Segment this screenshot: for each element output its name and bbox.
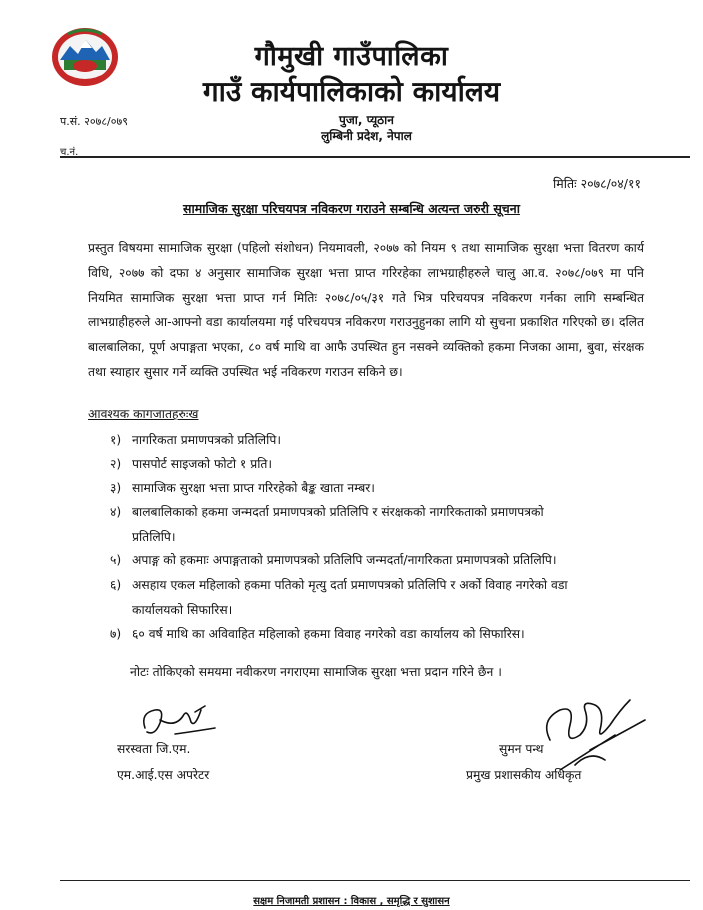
item-text: असहाय एकल महिलाको हकमा पतिको मृत्यु दर्ता प्रमाणपत्रको प्रतिलिपि र अर्को विवाह नगरेको वडा [132, 578, 568, 592]
document-item [110, 428, 650, 452]
notice-body: प्रस्तुत विषयमा सामाजिक सुरक्षा (पहिलो संशोधन) नियमावली, २०७७ को नियम ९ तथा सामाजिक सुरक्षा भत्ता वितरण कार्य विधि, २०७७ को दफा ४ अनुसार सामाजिक सुरक्षा भत्ता प्राप्त गरिरहेका लाभग्राहीहरुले चालु आ.व. २०७८/०७९ मा पनि नियमित सामाजिक सुरक्षा भत्ता प्राप्त गर्न मितिः २०७८/०५/३१ गते भित्र परिचयपत्र नविकरण गर्नका लागि सम्बन्धित लाभग्राहीहरुले आ-आफ्नो वडा कार्यालयमा गई परिचयपत्र नविकरण गराउनुहुनका लागि यो सुचना प्रकाशित गरिएको छ। दलित बालबालिका, पूर्ण अपाङ्गता भएका, ८० वर्ष माथि वा आफै उपस्थित हुन नसक्ने व्यक्तिको हकमा निजका आमा, बुवा, संरक्षक तथा स्याहार सुसार गर्ने व्यक्ति उपस्थित भई नविकरण गराउन सकिने छ। [88, 241, 644, 379]
item-number: २) [110, 457, 122, 471]
item-number: ५) [110, 553, 122, 567]
notice-note: नोटः तोकिएको समयमा नवीकरण नगराएमा सामाजिक सुरक्षा भत्ता प्रदान गरिने छैन । [130, 665, 502, 679]
office-title: गाउँ कार्यपालिकाको कार्यालय [202, 75, 501, 108]
notice-subject: सामाजिक सुरक्षा परिचयपत्र नविकरण गराउने सम्बन्धि अत्यन्त जरुरी सूचना [183, 201, 520, 216]
item-text: ६० वर्ष माथि का अविवाहित महिलाको हकमा विवाह नगरेको वडा कार्यालय को सिफारिस। [132, 627, 525, 641]
required-documents-heading: आवश्यक कागजातहरुःख [88, 407, 199, 421]
item-text: नागरिकता प्रमाणपत्रको प्रतिलिपि। [132, 433, 281, 447]
notice-date: मितिः २०७८/०४/११ [553, 176, 641, 191]
item-number: ७) [110, 627, 122, 641]
municipality-title: गौमुखी गाउँपालिका [254, 41, 449, 72]
item-number: ६) [110, 578, 122, 592]
signature-left [135, 698, 225, 743]
address-line-2: लुम्बिनी प्रदेश, नेपाल [321, 129, 412, 143]
document-item [110, 548, 650, 572]
item-text: पासपोर्ट साइजको फोटो १ प्रति। [132, 457, 273, 471]
item-number: ३) [110, 481, 122, 495]
item-text-continued: प्रतिलिपि। [132, 530, 176, 544]
item-text: बालबालिकाको हकमा जन्मदर्ता प्रमाणपत्रको प्रतिलिपि र संरक्षकको नागरिकताको प्रमाणपत्रको [132, 505, 544, 519]
signature-right [520, 680, 650, 780]
signatory-right-name: सुमन पन्थ [499, 742, 544, 756]
address-line-1: पुजा, प्यूठान [339, 113, 394, 127]
item-number: ४) [110, 505, 122, 519]
document-item [110, 500, 650, 548]
signatory-right-title: प्रमुख प्रशासकीय अधिकृत [466, 768, 582, 782]
document-item [110, 452, 650, 476]
footer-divider [60, 880, 690, 881]
reference-number: प.सं. २०७८/०७९ [60, 115, 128, 128]
signatory-left-name: सरस्वता जि.एम. [117, 742, 191, 756]
document-item [110, 622, 650, 646]
item-text: अपाङ्ग को हकमाः अपाङ्गताको प्रमाणपत्रको प्रतिलिपि जन्मदर्ता/नागरिकता प्रमाणपत्रको प्रतिलिपि। [132, 553, 557, 567]
footer-slogan: सक्षम निजामती प्रशासन : विकास , समृद्धि र सुशासन [253, 896, 450, 907]
item-text: सामाजिक सुरक्षा भत्ता प्राप्त गरिरहेको बैङ्क खाता नम्बर। [132, 481, 375, 495]
item-number: १) [110, 433, 122, 447]
item-text-continued: कार्यालयको सिफारिस। [132, 603, 233, 617]
document-item [110, 476, 650, 500]
signatory-left-title: एम.आई.एस अपरेटर [117, 768, 210, 782]
header-divider [60, 156, 690, 158]
dispatch-number: च.नं. [60, 147, 79, 158]
document-item [110, 573, 650, 621]
